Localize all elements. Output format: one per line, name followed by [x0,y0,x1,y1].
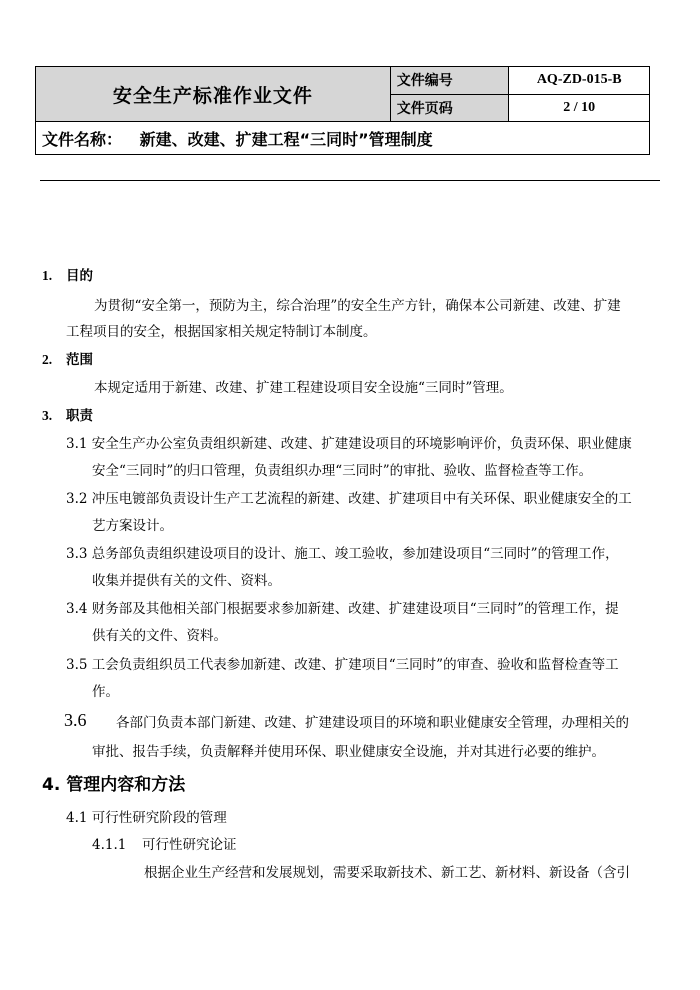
item-3-3-line-2: 收集并提供有关的文件、资料。 [92,573,281,589]
item-3-6-line-1: 各部门负责本部门新建、改建、扩建建设项目的环境和职业健康安全管理，办理相关的 [116,715,629,731]
item-3-3-line-1: 3.3 总务部负责组织建设项目的设计、施工、竣工验收，参加建设项目“三同时”的管理工作， [66,546,619,562]
item-3-5-line-2: 作。 [92,684,119,700]
item-3-4-line-1: 3.4 财务部及其他相关部门根据要求参加新建、改建、扩建建设项目“三同时”的管理工作，提 [66,601,619,617]
section-1-title: 目的 [66,268,93,284]
subsection-4-1-1-line-1: 根据企业生产经营和发展规划，需要采取新技术、新工艺、新材料、新设备（含引 [144,865,630,881]
page-number-label: 文件页码 [390,94,509,122]
header-rule [40,180,660,181]
document-name-label: 文件名称： [42,129,123,149]
subsection-4-1-1-title: 可行性研究论证 [142,837,237,853]
page-number-value: 2 / 10 [509,94,650,122]
subsection-4-1-1-number: 4.1.1 [92,837,127,853]
section-3-title: 职责 [66,408,93,424]
document-name-value: 新建、改建、扩建工程“三同时”管理制度 [139,129,433,149]
section-3-number: 3. [42,408,53,423]
item-3-1-line-1: 3.1 安全生产办公室负责组织新建、改建、扩建建设项目的环境影响评价，负责环保、职业健康 [66,436,632,452]
section-2-number: 2. [42,352,53,367]
document-name-row [36,122,650,155]
item-3-2-line-1: 3.2 冲压电镀部负责设计生产工艺流程的新建、改建、扩建项目中有关环保、职业健康安全的工 [66,491,632,507]
section-1-number: 1. [42,268,53,283]
subsection-4-1: 4.1 可行性研究阶段的管理 [66,810,227,826]
item-3-5-line-1: 3.5 工会负责组织员工代表参加新建、改建、扩建项目“三同时”的审查、验收和监督检查等工 [66,657,619,673]
section-1-line-2: 工程项目的安全，根据国家相关规定特制订本制度。 [66,324,377,340]
section-2-title: 范围 [66,352,93,368]
item-3-6-number: 3.6 [64,710,87,730]
item-3-1-line-2: 安全“三同时”的归口管理，负责组织办理“三同时”的审批、验收、监督检查等工作。 [92,463,593,479]
document-series-title: 安全生产标准作业文件 [36,67,391,122]
section-1-line-1: 为贯彻“安全第一，预防为主，综合治理”的安全生产方针，确保本公司新建、改建、扩建 [94,298,621,314]
doc-number-label: 文件编号 [390,67,509,95]
section-2-line-1: 本规定适用于新建、改建、扩建工程建设项目安全设施“三同时”管理。 [94,380,513,396]
document-header-table [35,66,650,155]
item-3-2-line-2: 艺方案设计。 [92,518,173,534]
section-4-title: 4. 管理内容和方法 [42,775,186,795]
item-3-4-line-2: 供有关的文件、资料。 [92,628,227,644]
doc-number-value: AQ-ZD-015-B [509,67,650,95]
item-3-6-line-2: 审批、报告手续，负责解释并使用环保、职业健康安全设施，并对其进行必要的维护。 [92,744,605,760]
